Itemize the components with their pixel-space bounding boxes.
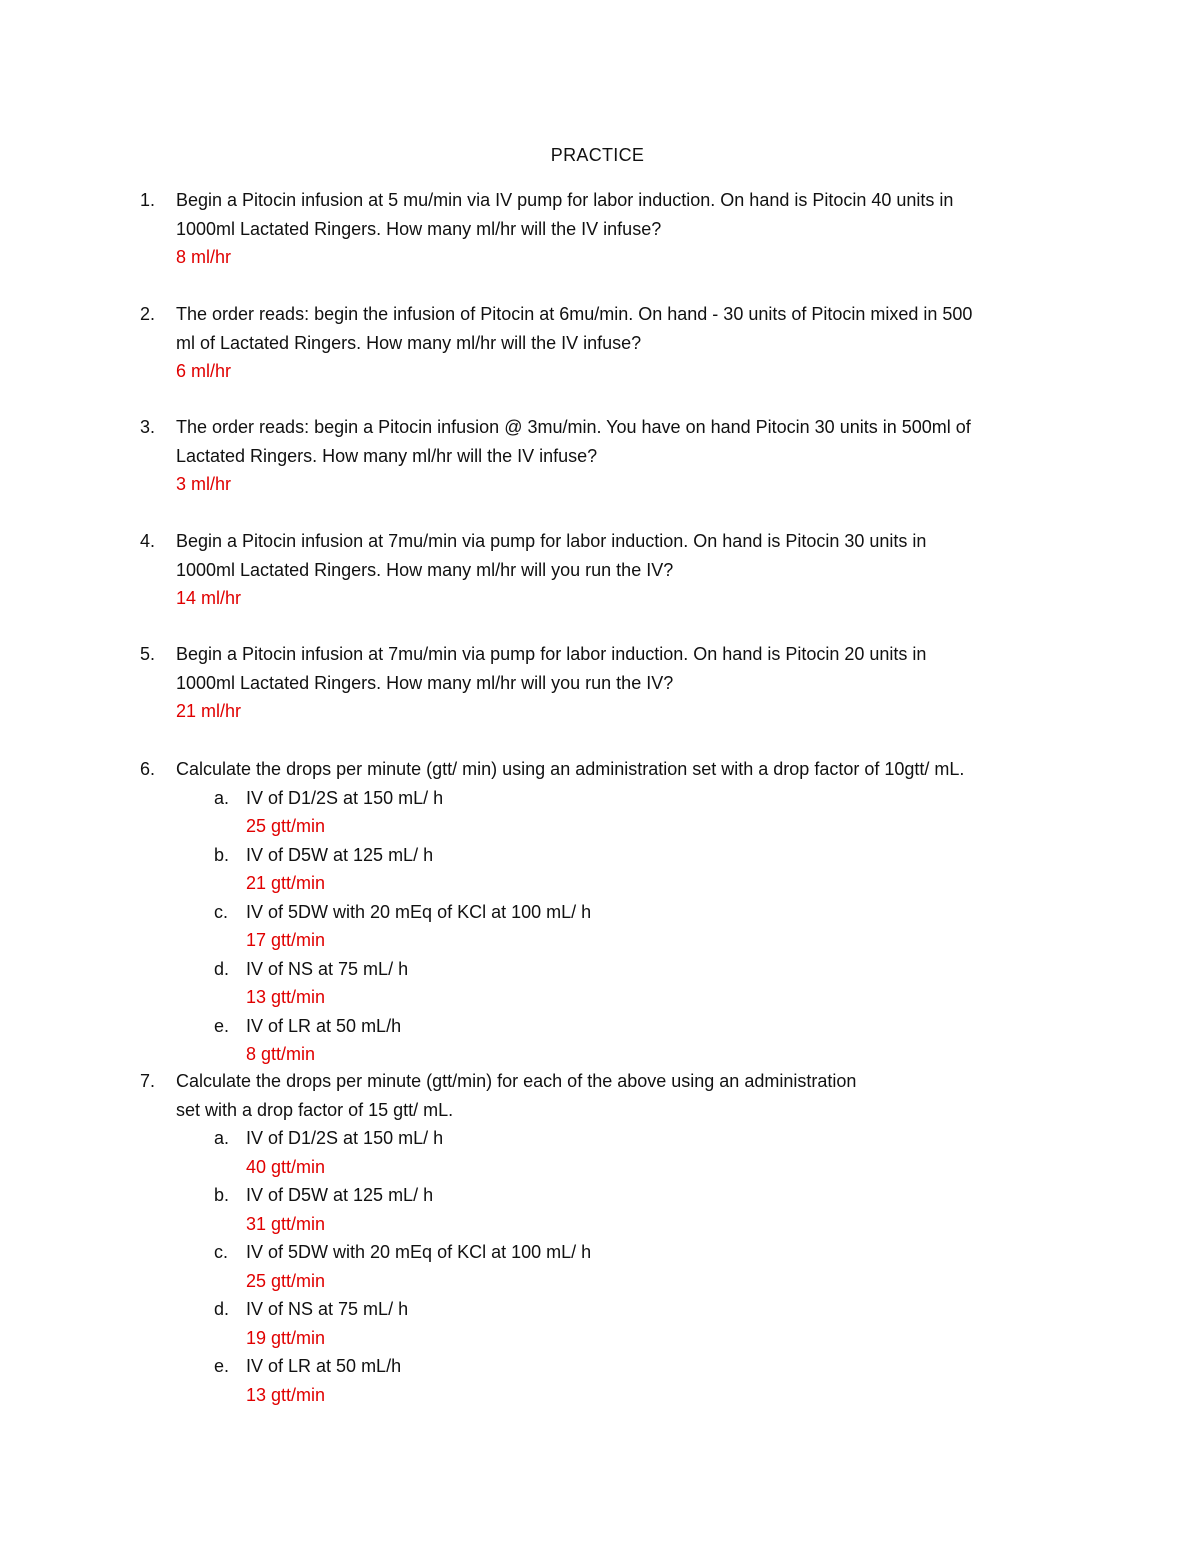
sub-question-6d <box>214 955 1080 1012</box>
sub-letter: c. <box>214 1242 229 1262</box>
sub-question-7d <box>214 1295 1080 1352</box>
question-number: 1. <box>140 190 156 210</box>
sub-letter: b. <box>214 1185 230 1205</box>
sub-question-7a <box>214 1124 1080 1181</box>
sub-text: IV of D5W at 125 mL/ h <box>246 844 434 865</box>
sub-letter: c. <box>214 901 229 922</box>
question-2 <box>140 300 1080 386</box>
sub-letter: e. <box>214 1015 230 1036</box>
answer: 8 gtt/min <box>246 1044 316 1064</box>
sub-text: IV of NS at 75 mL/ h <box>246 958 409 979</box>
sub-letter: a. <box>214 1128 230 1148</box>
question-text: 1000ml Lactated Ringers. How many ml/hr will you run the IV? <box>176 559 674 580</box>
question-text: 1000ml Lactated Ringers. How many ml/hr will the IV infuse? <box>176 218 662 239</box>
sub-text: IV of D5W at 125 mL/ h <box>246 1185 434 1205</box>
page-title: PRACTICE <box>550 145 645 165</box>
answer: 13 gtt/min <box>246 987 326 1007</box>
sub-text: IV of 5DW with 20 mEq of KCl at 100 mL/ h <box>246 901 592 922</box>
question-number: 6. <box>140 759 156 779</box>
answer: 17 gtt/min <box>246 930 326 950</box>
sub-letter: d. <box>214 958 230 979</box>
sub-question-6e <box>214 1012 1080 1069</box>
question-text: The order reads: begin the infusion of Pitocin at 6mu/min. On hand - 30 units of Pitocin mixed in 500 <box>176 304 973 324</box>
question-text: Begin a Pitocin infusion at 5 mu/min via IV pump for labor induction. On hand is Pitocin 40 units in <box>176 190 954 210</box>
answer: 31 gtt/min <box>246 1213 326 1234</box>
answer: 8 ml/hr <box>176 247 232 267</box>
question-text: set with a drop factor of 15 gtt/ mL. <box>176 1099 454 1120</box>
answer: 6 ml/hr <box>176 361 232 381</box>
answer: 25 gtt/min <box>246 1270 326 1291</box>
question-number: 5. <box>140 644 156 664</box>
question-text: ml of Lactated Ringers. How many ml/hr will the IV infuse? <box>176 332 642 353</box>
sub-question-6b <box>214 841 1080 898</box>
answer: 19 gtt/min <box>246 1327 326 1348</box>
question-number: 7. <box>140 1071 156 1091</box>
sub-text: IV of D1/2S at 150 mL/ h <box>246 1128 444 1148</box>
question-7 <box>140 1067 1080 1409</box>
answer: 13 gtt/min <box>246 1384 326 1405</box>
sub-letter: b. <box>214 844 230 865</box>
question-text: Begin a Pitocin infusion at 7mu/min via pump for labor induction. On hand is Pitocin 30 units in <box>176 531 927 551</box>
sub-question-7b <box>214 1181 1080 1238</box>
answer: 25 gtt/min <box>246 816 326 836</box>
sub-text: IV of LR at 50 mL/h <box>246 1356 402 1376</box>
question-5 <box>140 640 1080 726</box>
sub-question-6a <box>214 784 1080 841</box>
sub-text: IV of D1/2S at 150 mL/ h <box>246 787 444 808</box>
question-3 <box>140 413 1080 499</box>
question-6 <box>140 755 1080 1069</box>
sub-letter: d. <box>214 1299 230 1319</box>
question-number: 2. <box>140 304 156 324</box>
answer: 21 gtt/min <box>246 873 326 893</box>
sub-letter: a. <box>214 787 230 808</box>
sub-text: IV of 5DW with 20 mEq of KCl at 100 mL/ h <box>246 1242 592 1262</box>
answer: 40 gtt/min <box>246 1156 326 1177</box>
sub-question-7e <box>214 1352 1080 1409</box>
sub-question-6c <box>214 898 1080 955</box>
sub-text: IV of NS at 75 mL/ h <box>246 1299 409 1319</box>
answer: 14 ml/hr <box>176 588 242 608</box>
sub-letter: e. <box>214 1356 230 1376</box>
question-1 <box>140 186 1080 272</box>
question-number: 3. <box>140 417 156 437</box>
question-text: Calculate the drops per minute (gtt/ min) using an administration set with a drop factor of 10gtt/ mL. <box>176 759 965 779</box>
question-4 <box>140 527 1080 613</box>
answer: 3 ml/hr <box>176 474 232 494</box>
question-text: Lactated Ringers. How many ml/hr will the IV infuse? <box>176 445 598 466</box>
sub-question-7c <box>214 1238 1080 1295</box>
question-number: 4. <box>140 531 156 551</box>
question-text: The order reads: begin a Pitocin infusion @ 3mu/min. You have on hand Pitocin 30 units in 500ml of <box>176 417 971 437</box>
question-text: Calculate the drops per minute (gtt/min) for each of the above using an administration <box>176 1071 857 1091</box>
question-text: 1000ml Lactated Ringers. How many ml/hr will you run the IV? <box>176 672 674 693</box>
sub-text: IV of LR at 50 mL/h <box>246 1015 402 1036</box>
answer: 21 ml/hr <box>176 701 242 721</box>
question-text: Begin a Pitocin infusion at 7mu/min via pump for labor induction. On hand is Pitocin 20 units in <box>176 644 927 664</box>
